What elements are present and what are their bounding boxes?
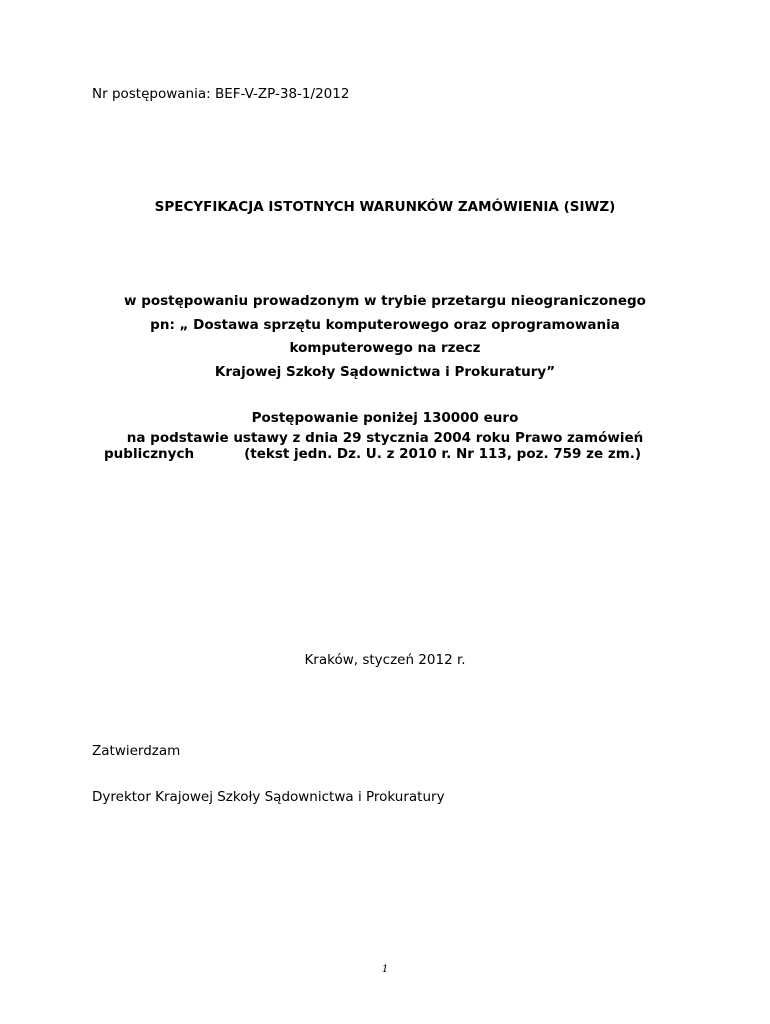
legal-basis-part-1: publicznych [104, 446, 195, 462]
subtitle-line: w postępowaniu prowadzonym w trybie przetargu nieograniczonego [124, 293, 646, 309]
page-number: 1 [381, 964, 389, 975]
place-and-date: Kraków, styczeń 2012 r. [304, 652, 466, 668]
legal-basis [0, 406, 770, 462]
legal-basis-part-2: (tekst jedn. Dz. U. z 2010 r. Nr 113, poz. 759 ze zm.) [244, 446, 642, 462]
document-title: SPECYFIKACJA ISTOTNYCH WARUNKÓW ZAMÓWIENIA (SIWZ) [154, 199, 616, 215]
threshold-line: Postępowanie poniżej 130000 euro [251, 410, 519, 426]
approver-title: Dyrektor Krajowej Szkoły Sądownictwa i Prokuratury [92, 789, 445, 805]
legal-basis-line: na podstawie ustawy z dnia 29 stycznia 2004 roku Prawo zamówień [126, 430, 644, 446]
subtitle-line: komputerowego na rzecz [289, 340, 481, 356]
approval-label: Zatwierdzam [92, 743, 181, 759]
legal-basis-line-2 [0, 446, 770, 462]
procedure-number: Nr postępowania: BEF-V-ZP-38-1/2012 [92, 86, 350, 102]
subtitle-line: pn: „ Dostawa sprzętu komputerowego oraz oprogramowania [150, 316, 620, 333]
procedure-description [0, 290, 770, 384]
subtitle-line: Krajowej Szkoły Sądownictwa i Prokuratury” [214, 363, 556, 380]
